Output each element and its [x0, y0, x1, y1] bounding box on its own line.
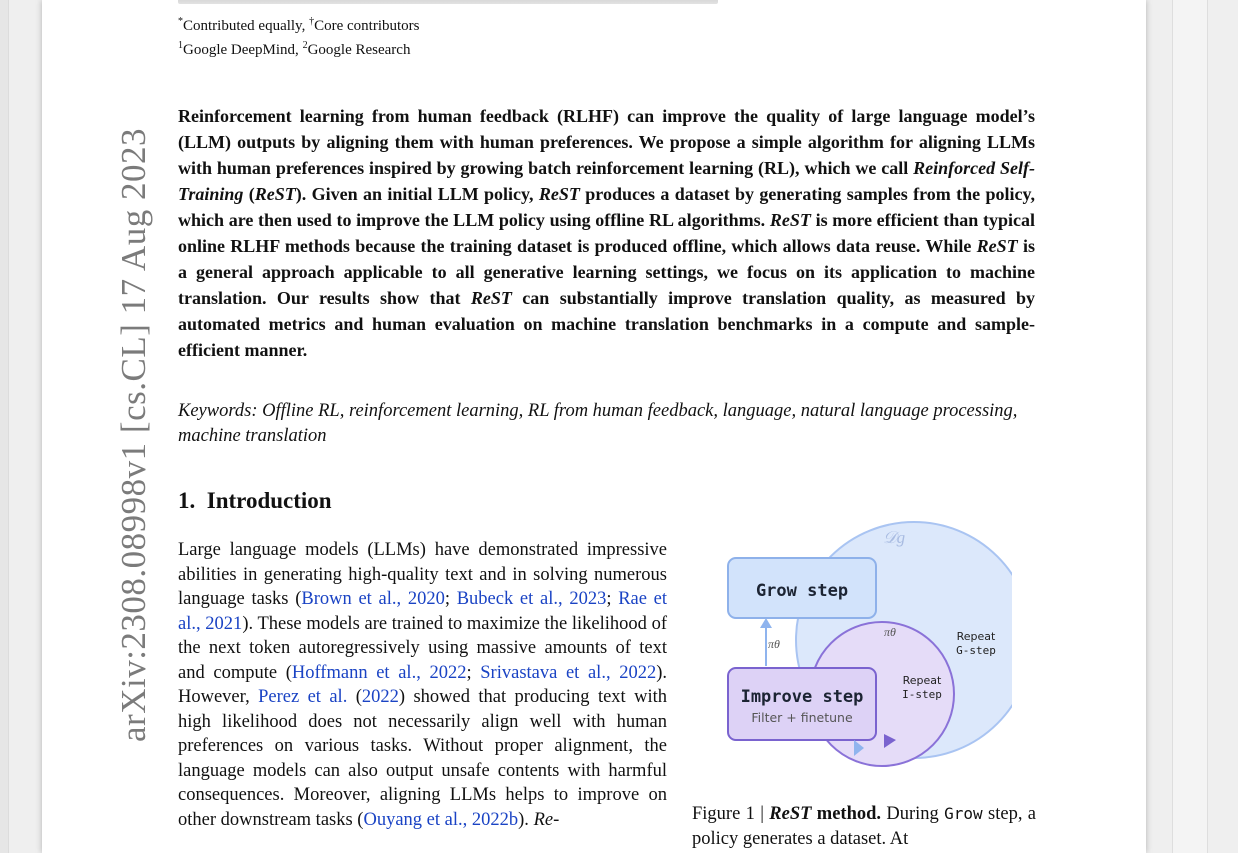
abstract-text: produces a dataset by generating samples from the policy, which are then used to improve the LLM policy using offline RL algorithms. [178, 184, 1035, 230]
caption-text: During [881, 804, 945, 824]
caption-code: Grow [944, 804, 983, 823]
affiliation-text: Google DeepMind, [183, 42, 303, 58]
abstract-text: Reinforcement learning from human feedback (RLHF) can improve the quality of large language model’s (LLM) outputs by aligning them with human preferences. We propose a simple algorithm for aligning LLMs with human preferences inspired by growing batch reinforcement learning (RL), which we call [178, 106, 1035, 178]
arrow-head [760, 618, 772, 628]
arxiv-identifier-stamp: arXiv:2308.08998v1 [cs.CL] 17 Aug 2023 [114, 128, 153, 742]
policy-label: πθ [768, 637, 780, 651]
intro-text: ; [606, 589, 619, 609]
citation-link[interactable]: Srivastava et al., 2022 [480, 662, 657, 683]
abstract-emphasis: ReST [538, 184, 580, 204]
caption-bold: method. [811, 804, 882, 824]
intro-text: Large language models (LLMs) have demonstrated impressive abilities in generating high-quality text and in solving numerous language tasks ( [178, 540, 667, 609]
abstract-emphasis: ReST [976, 236, 1018, 256]
caption-text: Figure 1 | [692, 804, 770, 824]
citation-link[interactable]: Hoffmann et al., 2022 [291, 662, 467, 683]
abstract-text: is more efficient than typical online RLHF methods because the training dataset is produced offline, which allows data reuse. While [178, 210, 1036, 256]
abstract-emphasis: Reinforced Self-Training [178, 158, 1035, 204]
affiliation-mark: 1 [178, 40, 183, 51]
intro-text: ; [466, 662, 481, 683]
figure-caption [692, 801, 1036, 852]
section-heading [178, 488, 332, 514]
citation-link[interactable]: Ouyang et al., 2022b [363, 809, 519, 830]
citation-link[interactable]: Perez et al. [258, 687, 348, 707]
intro-text: ) showed that producing text with high likelihood does not necessarily align well with human preferences on various tasks. Without proper alignment, the language models can also output unsafe contents with harmful consequences. Moreover, aligning LLMs helps to improve on other downstream tasks ( [178, 687, 667, 830]
abstract-text: is a general approach applicable to all generative learning settings, we focus on its application to machine translation. Our results show that [178, 236, 1035, 308]
dataset-label: 𝒟g [883, 528, 906, 547]
abstract-text: can substantially improve translation quality, as measured by automated metrics and human evaluation on machine translation benchmarks in a compute and sample-efficient manner. [178, 288, 1035, 360]
abstract [178, 103, 1035, 363]
improve-step-label: Improve step [740, 687, 864, 707]
grow-step-label: Grow step [755, 581, 849, 601]
citation-link[interactable]: Bubeck et al., 2023 [456, 589, 607, 609]
repeat-i-step: I-step [902, 688, 942, 701]
abstract-emphasis: ReST [254, 184, 296, 204]
viewer-right-scrollbar[interactable] [1172, 0, 1208, 853]
repeat-i-label: Repeat [902, 674, 942, 687]
abstract-emphasis: ReST [769, 210, 811, 230]
viewer-left-gutter [0, 0, 9, 853]
section-number: 1. [178, 488, 196, 513]
affiliation-line-1 [178, 16, 420, 35]
introduction-paragraph [178, 538, 667, 832]
affiliation-mark: * [178, 16, 183, 27]
rest-method-figure [722, 518, 1012, 768]
affiliation-mark: 2 [302, 40, 308, 51]
repeat-g-step: G-step [956, 644, 996, 657]
affiliation-line-2 [178, 40, 410, 59]
citation-link[interactable]: Rae et al., 2021 [178, 589, 668, 634]
improve-step-sublabel: Filter + finetune [751, 710, 853, 725]
intro-text: Re- [533, 809, 560, 830]
intro-text: ( [347, 687, 362, 707]
abstract-text: ). Given an initial LLM policy, [295, 184, 539, 204]
section-title: Introduction [206, 488, 332, 513]
intro-text: ; [444, 589, 457, 609]
repeat-g-label: Repeat [956, 630, 996, 643]
abstract-emphasis: ReST [470, 288, 512, 308]
intro-text: ). [518, 809, 534, 830]
policy-label-inner: πθ [884, 625, 896, 639]
caption-text: step, a policy generates a dataset. At [692, 804, 1036, 849]
intro-text: ). These models are trained to maximize the likelihood of the next token autoregressively using massive amounts of text and compute ( [178, 613, 667, 683]
citation-link[interactable]: Brown et al., 2020 [301, 589, 445, 609]
keywords: Keywords: Offline RL, reinforcement learning, RL from human feedback, language, natural language processing, machine translation [178, 401, 1018, 446]
affiliation-text: Google Research [307, 42, 411, 58]
affiliation-text: Contributed equally, [183, 18, 310, 34]
abstract-text: ( [243, 184, 255, 204]
affiliation-mark: † [309, 16, 315, 27]
intro-text: ). However, [178, 662, 668, 707]
citation-link[interactable]: 2022 [361, 687, 399, 707]
affiliation-text: Core contributors [314, 18, 420, 34]
author-line-remnant [178, 0, 718, 4]
pdf-page [42, 0, 1146, 853]
caption-bold: ReST [769, 804, 812, 824]
